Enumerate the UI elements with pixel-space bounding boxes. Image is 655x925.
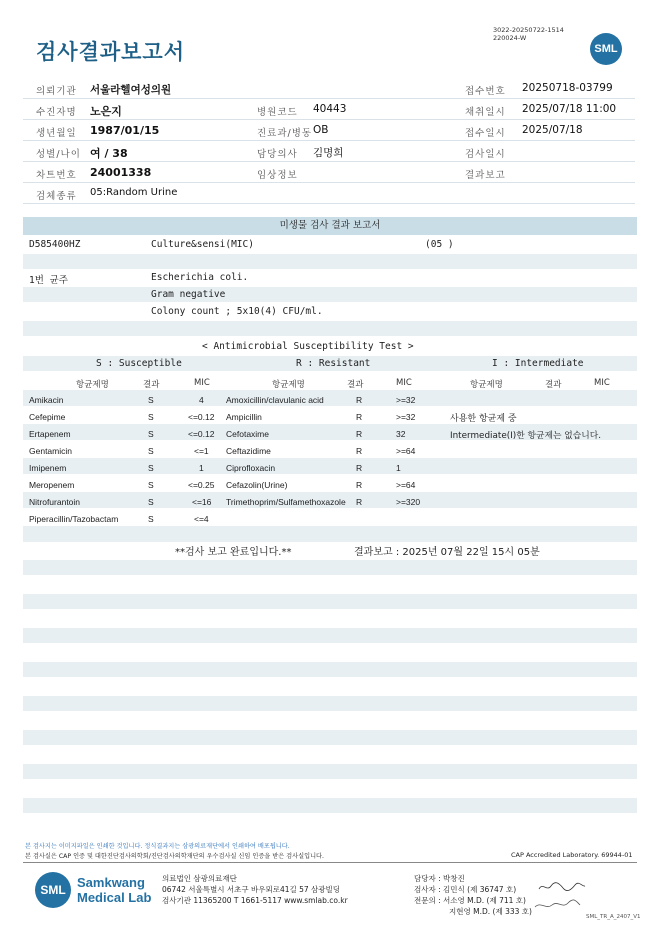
info-row-5 [23, 162, 635, 183]
document-id-line2: 220024-W [493, 34, 527, 42]
col-result-1: 결과 [143, 380, 160, 390]
dob-label: 생년월일 [36, 128, 77, 139]
ast-drug-middle: Ceftazidime [226, 446, 271, 456]
micro-section-title: 미생물 검사 결과 보고서 [23, 217, 637, 235]
ast-drug-middle: Cefotaxime [226, 429, 269, 439]
ast-drug-left: Meropenem [29, 480, 75, 490]
footer-note-print: 본 검사지는 이미지파일은 인쇄한 것입니다. 정식결과지는 삼광의료재단에서 인쇄하여 배포됩니다. [25, 843, 290, 850]
ast-result-left: S [148, 446, 154, 456]
name-value: 노은지 [90, 105, 122, 118]
ast-mic-left: <=16 [192, 497, 212, 507]
col-mic-2: MIC [396, 378, 412, 388]
ast-result-left: S [148, 463, 154, 473]
stripe [23, 526, 637, 542]
ast-result-left: S [148, 514, 154, 524]
examiner-signature [537, 880, 587, 894]
document-id [493, 26, 564, 42]
chart-value: 24001338 [90, 166, 152, 179]
cap-accreditation: CAP Accredited Laboratory. 69944-01 [511, 851, 633, 859]
collect-value: 2025/07/18 11:00 [522, 103, 617, 115]
organism-label: 1번 균주 [29, 275, 68, 286]
info-row-3 [23, 120, 635, 141]
ast-result-middle: R [356, 463, 363, 473]
specialist-1: 전문의 : 서소영 M.D. (제 711 호) [414, 896, 526, 905]
brand-line2: Medical Lab [77, 890, 152, 905]
ast-result-left: S [148, 497, 154, 507]
footer-sml-logo: SML [35, 872, 71, 908]
ast-mic-middle: >=32 [396, 412, 416, 422]
report-time: 결과보고 : 2025년 07월 22일 15시 05분 [354, 547, 540, 558]
brand-name [77, 875, 151, 905]
ward-code-value: 40443 [313, 103, 347, 115]
ast-mic-middle: 32 [396, 429, 406, 439]
doctor-label: 담당의사 [257, 149, 298, 160]
ast-result-middle: R [356, 446, 363, 456]
institution-value: 서울라헬여성의원 [90, 84, 172, 96]
info-row-2 [23, 99, 635, 120]
stripe [23, 560, 637, 575]
col-result-2: 결과 [347, 380, 364, 390]
manager: 담당자 : 박창진 [414, 874, 465, 883]
stripe [23, 390, 637, 406]
col-drug-1: 항균제명 [76, 380, 109, 390]
form-code: SML_TR_A_2407_V1 [586, 914, 641, 920]
ast-mic-left: <=4 [194, 514, 209, 524]
document-id-line1: 3022-20250722-1514 [493, 26, 564, 34]
ast-mic-left: 4 [199, 395, 204, 405]
dept-label: 진료과/병동 [257, 128, 313, 139]
stripe [23, 730, 637, 745]
ast-drug-middle: Amoxicillin/clavulanic acid [226, 395, 324, 405]
dept-value: OB [313, 124, 329, 136]
org-name: 의료법인 삼광의료재단 [162, 874, 237, 883]
ast-result-left: S [148, 412, 154, 422]
stripe [23, 798, 637, 813]
collect-label: 채취일시 [465, 107, 506, 118]
legend-susceptible: S : Susceptible [96, 358, 182, 369]
ast-drug-left: Nitrofurantoin [29, 497, 81, 507]
doctor-value: 김명희 [313, 147, 344, 159]
organism-name: Escherichia coli. [151, 272, 249, 283]
info-row-1 [23, 78, 635, 99]
specimen-value: 05:Random Urine [90, 187, 178, 198]
footer-note-cert: 본 검사실은 CAP 인증 및 대한진단검사의학회/진단검사의학재단의 우수검사실 신임 인증을 받은 검사실입니다. [25, 853, 324, 860]
name-label: 수진자명 [36, 107, 77, 118]
stripe [23, 458, 637, 474]
col-mic-3: MIC [594, 378, 610, 388]
org-registration: 검사기관 11365200 T 1661-5117 www.smlab.co.kr [162, 896, 348, 905]
report-complete: **검사 보고 완료입니다.** [175, 547, 292, 558]
gram-stain: Gram negative [151, 289, 226, 300]
ast-drug-left: Ertapenem [29, 429, 71, 439]
ast-mic-left: 1 [199, 463, 204, 473]
stripe [23, 662, 637, 677]
ast-result-middle: R [356, 412, 363, 422]
ast-mic-middle: >=64 [396, 480, 416, 490]
report-label: 결과보고 [465, 170, 506, 181]
stripe [23, 628, 637, 643]
ast-result-middle: R [356, 395, 363, 405]
clinical-label: 임상정보 [257, 170, 298, 181]
ast-mic-left: <=1 [194, 446, 209, 456]
colony-count: Colony count ; 5x10(4) CFU/ml. [151, 306, 323, 317]
ast-mic-left: <=0.12 [188, 412, 215, 422]
ward-code-label: 병원코드 [257, 107, 298, 118]
ast-drug-middle: Ciprofloxacin [226, 463, 276, 473]
ast-drug-left: Gentamicin [29, 446, 72, 456]
ast-mic-middle: >=32 [396, 395, 416, 405]
ast-drug-left: Piperacillin/Tazobactam [29, 514, 119, 524]
footer-divider [23, 862, 637, 863]
stripe [23, 254, 637, 269]
ast-result-middle: R [356, 429, 363, 439]
receipt-date-label: 접수일시 [465, 128, 506, 139]
page-title: 검사결과보고서 [36, 40, 186, 64]
ast-result-middle: R [356, 480, 363, 490]
micro-test-name: Culture&sensi(MIC) [151, 239, 254, 250]
examiner: 검사자 : 김민식 (제 36747 호) [414, 885, 517, 894]
col-result-3: 결과 [545, 380, 562, 390]
info-row-4 [23, 141, 635, 162]
ast-drug-left: Imipenem [29, 463, 67, 473]
ast-drug-left: Cefepime [29, 412, 66, 422]
ast-mic-middle: 1 [396, 463, 401, 473]
receipt-date-value: 2025/07/18 [522, 124, 583, 136]
stripe [23, 594, 637, 609]
ast-mic-middle: >=320 [396, 497, 421, 507]
stripe [23, 764, 637, 779]
stripe [23, 321, 637, 336]
specialist-signature [532, 897, 582, 913]
ast-result-left: S [148, 429, 154, 439]
institution-label: 의뢰기관 [36, 86, 77, 97]
ast-title: < Antimicrobial Susceptibility Test > [202, 341, 414, 352]
info-row-6 [23, 183, 635, 204]
specimen-label: 검체종류 [36, 191, 77, 202]
micro-test-code: D585400HZ [29, 239, 81, 250]
intermediate-note-2: Intermediate(I)한 항균제는 없습니다. [450, 431, 602, 441]
legend-intermediate: I : Intermediate [492, 358, 584, 369]
col-drug-2: 항균제명 [272, 380, 305, 390]
sex-age-label: 성별/나이 [36, 149, 81, 160]
receipt-no-label: 접수번호 [465, 86, 506, 97]
sex-age-value: 여 / 38 [90, 147, 128, 160]
ast-drug-middle: Cefazolin(Urine) [226, 480, 288, 490]
brand-line1: Samkwang [77, 875, 145, 890]
ast-result-left: S [148, 395, 154, 405]
col-mic-1: MIC [194, 378, 210, 388]
intermediate-note-1: 사용한 항균제 중 [450, 414, 517, 424]
ast-mic-left: <=0.25 [188, 480, 215, 490]
ast-result-left: S [148, 480, 154, 490]
ast-mic-middle: >=64 [396, 446, 416, 456]
test-date-label: 검사일시 [465, 149, 506, 160]
dob-value: 1987/01/15 [90, 124, 160, 137]
ast-drug-middle: Ampicillin [226, 412, 262, 422]
stripe [23, 696, 637, 711]
receipt-no-value: 20250718-03799 [522, 82, 613, 94]
ast-drug-middle: Trimethoprim/Sulfamethoxazole [226, 497, 346, 507]
col-drug-3: 항균제명 [470, 380, 503, 390]
specialist-2: 지현영 M.D. (제 333 호) [449, 907, 532, 916]
ast-result-middle: R [356, 497, 363, 507]
micro-test-number: (05 ) [425, 239, 454, 250]
sml-logo: SML [590, 33, 622, 65]
org-address: 06742 서울특별시 서초구 바우뫼로41길 57 삼광빌딩 [162, 885, 341, 894]
ast-drug-left: Amikacin [29, 395, 64, 405]
chart-label: 차트번호 [36, 170, 77, 181]
stripe [23, 287, 637, 302]
ast-mic-left: <=0.12 [188, 429, 215, 439]
legend-resistant: R : Resistant [296, 358, 371, 369]
